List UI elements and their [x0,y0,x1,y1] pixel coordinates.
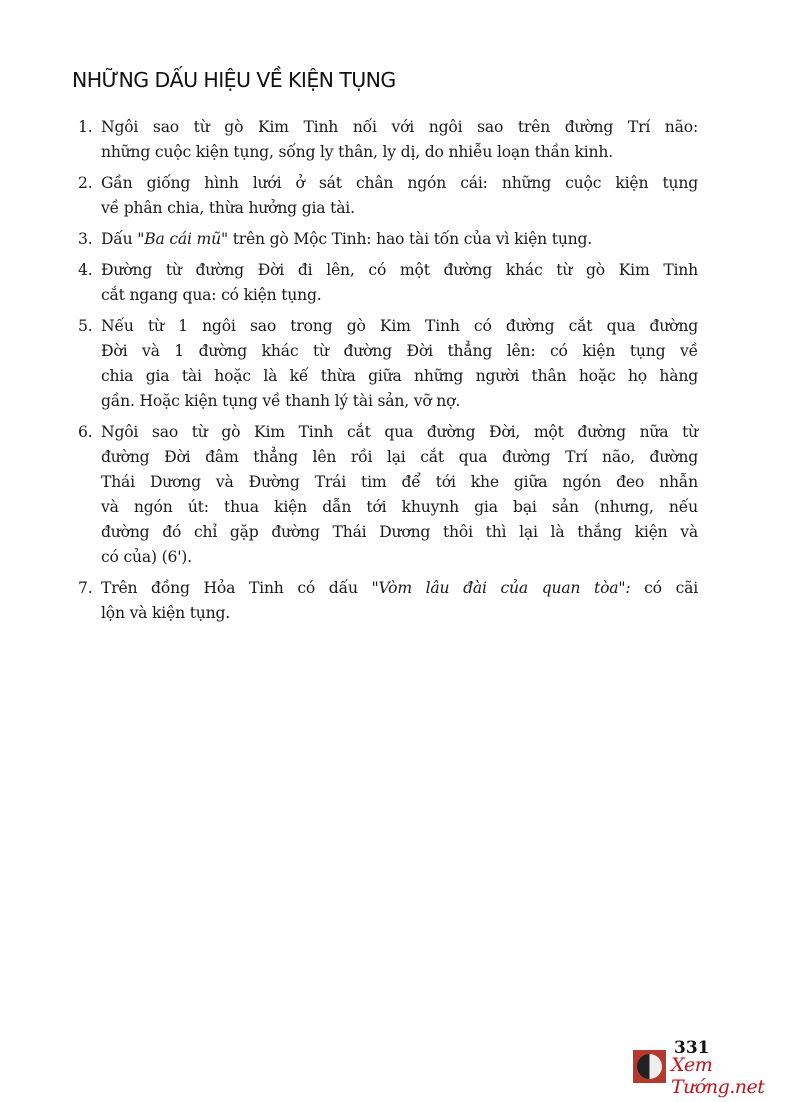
text-line [101,520,698,545]
item-number: 3. [78,230,93,248]
list-item [78,115,698,165]
item-number: 4. [78,261,93,279]
text-segment: đường Đời đâm thẳng lên rồi lại cắt qua đường Trí não, đường [101,448,698,466]
text-line [101,389,698,414]
text-line [101,227,698,252]
text-segment: đường đó chỉ gặp đường Thái Dương thôi thì lại là thắng kiện và [101,523,698,541]
item-number: 1. [78,118,93,136]
text-line [101,495,698,520]
list-item [78,258,698,308]
text-segment: và ngón út: thua kiện dẫn tới khuynh gia bại sản (nhưng, nếu [101,498,698,516]
text-line [101,601,698,626]
item-number: 6. [78,423,93,441]
text-segment: Gần giống hình lưới ở sát chân ngón cái: những cuộc kiện tụng [101,174,698,192]
text-segment: lộn và kiện tụng. [101,604,230,622]
yin-yang-icon [633,1050,666,1083]
list-item [78,420,698,570]
text-segment: cắt ngang qua: có kiện tụng. [101,286,322,304]
text-line [101,339,698,364]
text-segment: Trên đồng Hỏa Tinh có dấu [101,579,372,597]
text-line [101,115,698,140]
text-line [101,545,698,570]
text-segment: Đường từ đường Đời đi lên, có một đường khác từ gò Kim Tinh [101,261,698,279]
list-item [78,314,698,414]
text-line [101,364,698,389]
text-segment: trên gò Mộc Tinh: hao tài tốn của vì kiện tụng. [227,230,593,248]
text-segment: Thái Dương và Đường Trái tim để tới khe giữa ngón đeo nhẫn [101,473,698,491]
text-segment: chia gia tài hoặc là kế thừa giữa những người thân hoặc họ hàng [101,367,698,385]
page-number: 331 [674,1038,710,1058]
item-number: 5. [78,317,93,335]
text-segment: Nếu từ 1 ngôi sao trong gò Kim Tinh có đường cắt qua đường [101,317,698,335]
text-segment: về phân chia, thừa hưởng gia tài. [101,199,355,217]
text-line [101,420,698,445]
text-segment: Ngôi sao từ gò Kim Tinh cắt qua đường Đời, một đường nữa từ [101,423,698,441]
watermark-logo [633,1048,793,1098]
text-segment: Ngôi sao từ gò Kim Tinh nối với ngôi sao trên đường Trí não: [101,118,698,136]
text-segment: Đời và 1 đường khác từ đường Đời thẳng lên: có kiện tụng về [101,342,698,360]
text-line [101,171,698,196]
text-segment: gần. Hoặc kiện tụng về thanh lý tài sản, vỡ nợ. [101,392,461,410]
text-segment: có của) (6'). [101,548,192,566]
sign-list [78,115,698,632]
text-line [101,196,698,221]
section-title: NHỮNG DẤU HIỆU VỀ KIỆN TỤNG [72,68,396,92]
italic-quote: "Vòm lâu đài của quan tòa": [371,579,631,597]
list-item [78,227,698,252]
text-line [101,470,698,495]
italic-quote: "Ba cái mũ" [137,230,228,248]
text-line [101,576,698,601]
list-item [78,171,698,221]
text-line [101,283,698,308]
text-line [101,314,698,339]
item-number: 7. [78,579,93,597]
item-number: 2. [78,174,93,192]
text-line [101,140,698,165]
text-segment: có cãi [630,579,698,597]
text-line [101,258,698,283]
list-item [78,576,698,626]
text-segment: Dấu [101,230,138,248]
text-segment: những cuộc kiện tụng, sống ly thân, ly dị, do nhiễu loạn thần kinh. [101,143,613,161]
watermark-text: Xem Tướng.net [671,1054,765,1098]
text-line [101,445,698,470]
